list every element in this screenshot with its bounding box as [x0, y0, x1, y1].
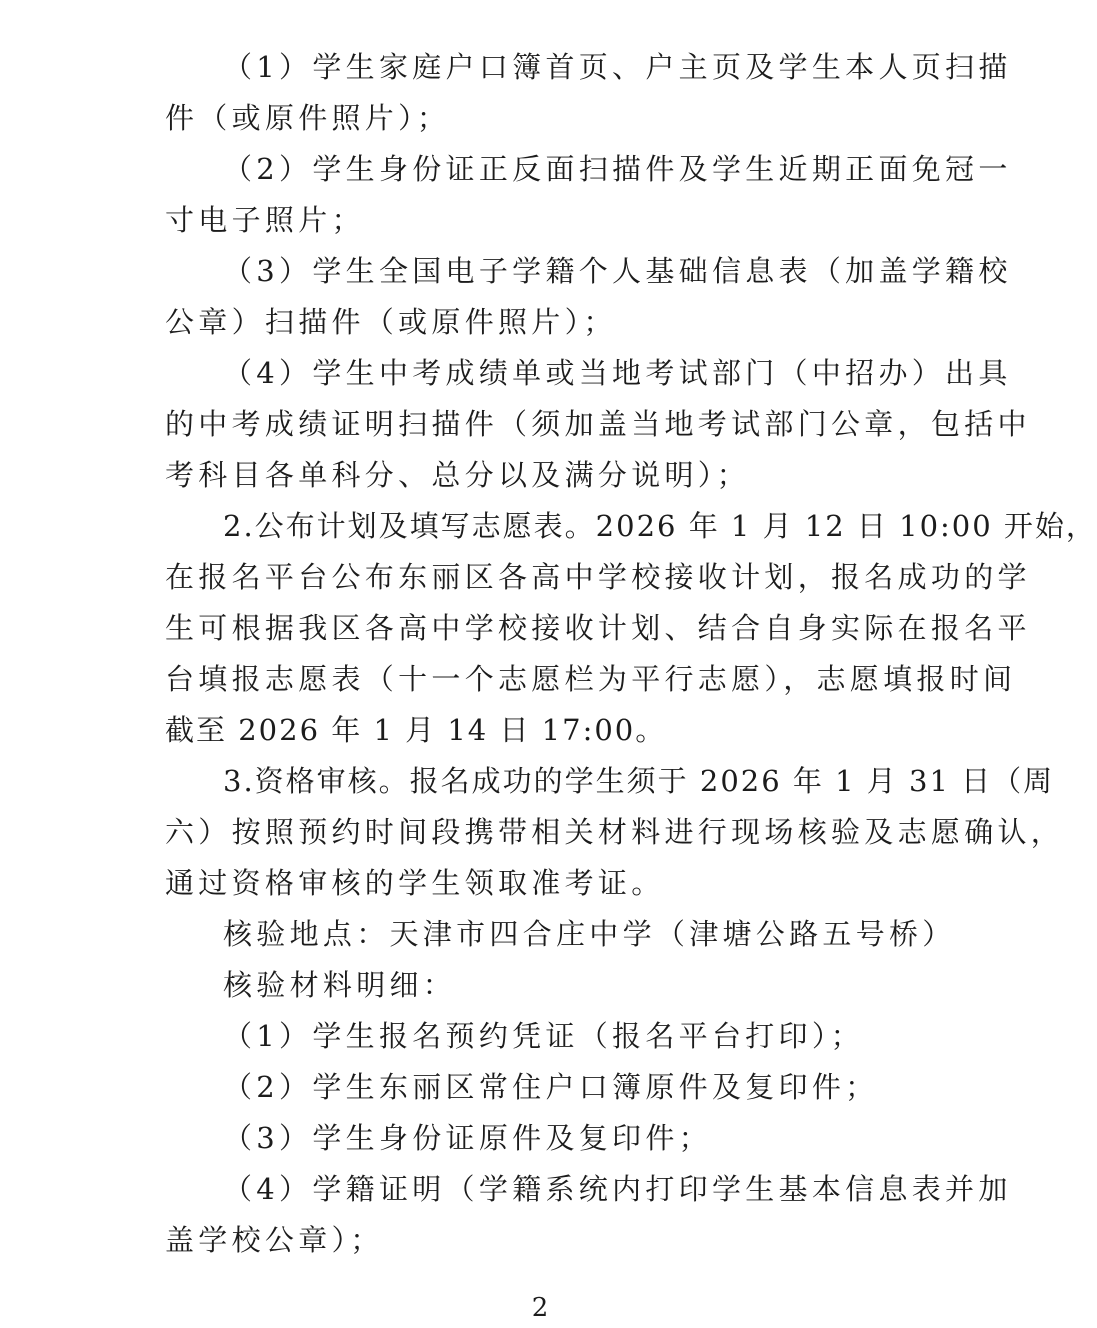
text-line: 考科目各单科分、总分以及满分说明）；: [165, 458, 750, 492]
text-line: 寸电子照片；: [165, 203, 365, 237]
text-line: 2.公布计划及填写志愿表。2026 年 1 月 12 日 10:00 开始，: [223, 509, 1097, 543]
text-line: 件（或原件照片）；: [165, 101, 451, 135]
text-line: 的中考成绩证明扫描件（须加盖当地考试部门公章，包括中: [165, 407, 1031, 441]
text-line: 截至 2026 年 1 月 14 日 17:00。: [165, 713, 667, 747]
text-line: 台填报志愿表（十一个志愿栏为平行志愿），志愿填报时间: [165, 662, 1017, 696]
text-line: 公章）扫描件（或原件照片）；: [165, 305, 617, 339]
text-line: 核验材料明细：: [223, 968, 457, 1002]
page-number: 2: [531, 1293, 549, 1323]
text-line: 核验地点：天津市四合庄中学（津塘公路五号桥）: [223, 917, 956, 951]
text-line: （4）学生中考成绩单或当地考试部门（中招办）出具: [223, 356, 1012, 390]
text-line: 盖学校公章）；: [165, 1223, 384, 1257]
text-line: 通过资格审核的学生领取准考证。: [165, 866, 665, 900]
text-line: 在报名平台公布东丽区各高中学校接收计划，报名成功的学: [165, 560, 1031, 594]
text-line: 六）按照预约时间段携带相关材料进行现场核验及志愿确认，: [165, 815, 1065, 849]
text-line: （1）学生家庭户口簿首页、户主页及学生本人页扫描: [223, 50, 1012, 84]
text-line: （3）学生身份证原件及复印件；: [223, 1121, 712, 1155]
text-line: （2）学生身份证正反面扫描件及学生近期正面免冠一: [223, 152, 1012, 186]
text-line: （1）学生报名预约凭证（报名平台打印）；: [223, 1019, 864, 1053]
text-line: （2）学生东丽区常住户口簿原件及复印件；: [223, 1070, 879, 1104]
document-body: [165, 42, 1097, 1266]
text-line: 生可根据我区各高中学校接收计划、结合自身实际在报名平: [165, 611, 1031, 645]
text-line: （4）学籍证明（学籍系统内打印学生基本信息表并加: [223, 1172, 1012, 1206]
text-line: （3）学生全国电子学籍个人基础信息表（加盖学籍校: [223, 254, 1012, 288]
text-line: 3.资格审核。报名成功的学生须于 2026 年 1 月 31 日（周: [223, 764, 1055, 798]
